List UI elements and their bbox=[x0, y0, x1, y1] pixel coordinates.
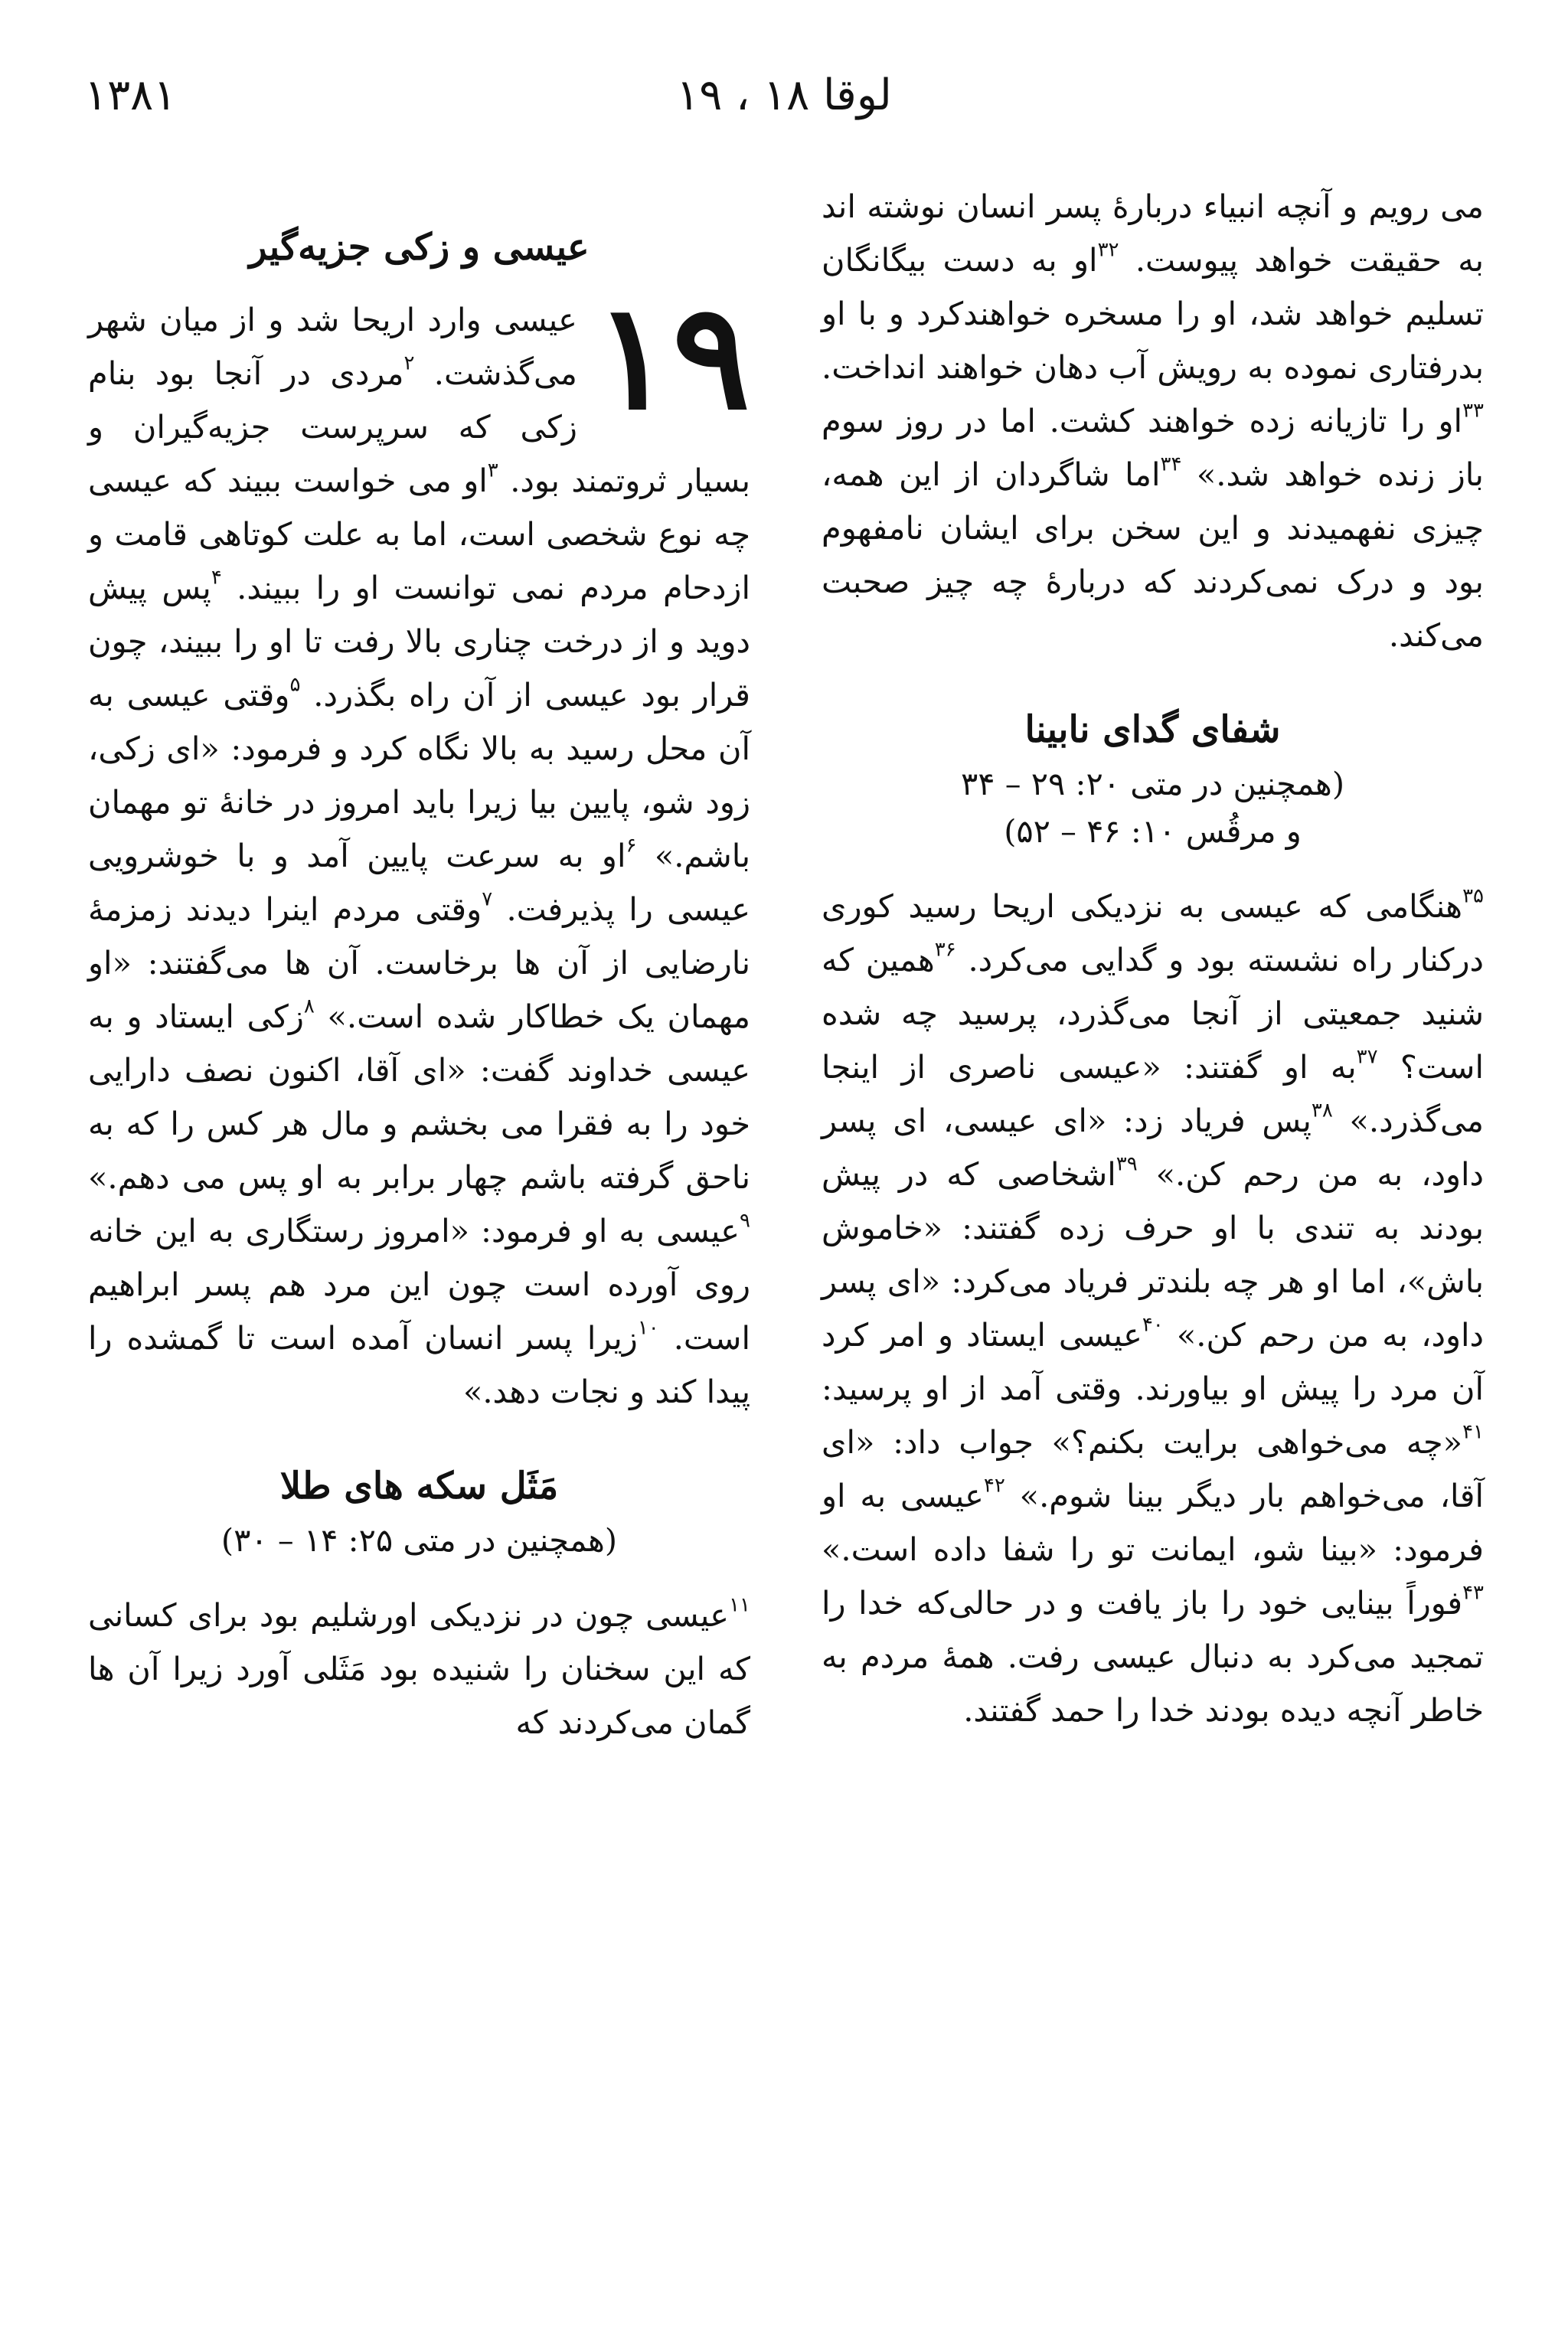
verse-number: ۴ bbox=[211, 566, 222, 590]
verse-text: اشخاصی که در پیش بودند به تندی با او حرف زده گفتند: «خاموش باش»، اما او هر چه بلندتر فریاد می‌کرد: «ای پسر داود، به من رحم کن.» bbox=[822, 1155, 1485, 1354]
paragraph bbox=[822, 180, 1484, 662]
verse-text: زکی ایستاد و به عیسی خداوند گفت: «ای آقا، اکنون نصف دارایی خود را به فقرا می بخشم و مال هر کس را که به ناحق گرفته باشم چهار برابر به او پس می دهم.» bbox=[88, 998, 750, 1196]
verse-number: ۷ bbox=[482, 887, 493, 911]
left-column bbox=[88, 180, 750, 1749]
verse-number: ۶ bbox=[626, 834, 637, 858]
verse-text: عیسی به او فرمود: «امروز رستگاری به این خانه روی آورده است چون این مرد هم پسر ابراهیم است. bbox=[88, 1212, 750, 1357]
running-header bbox=[84, 61, 1484, 130]
verse-number: ۵ bbox=[289, 673, 301, 697]
cross-reference: (همچنین در متی ۲۰: ۲۹ – ۳۴ bbox=[960, 765, 1345, 802]
verse-text: عیسی وارد اریحا شد و از میان شهر می‌گذشت. bbox=[88, 301, 577, 392]
verse-number: ۳۵ bbox=[1462, 884, 1484, 908]
verse-number: ۱۱ bbox=[729, 1593, 750, 1617]
chapter-number: ۱۹ bbox=[593, 271, 750, 442]
verse-number: ۳۸ bbox=[1311, 1099, 1333, 1122]
verse-text: پس فریاد زد: «ای عیسی، ای پسر داود، به من رحم کن.» bbox=[822, 1102, 1485, 1193]
verse-text: عیسی ایستاد و امر کرد آن مرد را پیش او بیاورند. وقتی آمد از او پرسید: bbox=[822, 1316, 1484, 1407]
verse-text: پس پیش دوید و از درخت چناری بالا رفت تا او را ببیند، چون قرار بود عیسی از آن راه بگذرد. bbox=[88, 569, 751, 714]
section-title: شفای گدای نابینا bbox=[1024, 708, 1281, 751]
verse-text: عیسی به او فرمود: «بینا شو، ایمانت تو را شفا داده است.» bbox=[822, 1477, 1484, 1568]
verse-number: ۳۴ bbox=[1160, 452, 1182, 476]
verse-number: ۳۲ bbox=[1097, 238, 1119, 262]
page-number: ۱۳۸۱ bbox=[84, 70, 177, 120]
verse-text: هنگامی که عیسی به نزدیکی اریحا رسید کوری درکنار راه نشسته بود و گدایی می‌کرد. bbox=[822, 887, 1484, 978]
verse-text: عیسی چون در نزدیکی اورشلیم بود برای کسانی که این سخنان را شنیده بود مَثَلی آورد زیرا آن ها گمان می‌کردند که bbox=[88, 1596, 750, 1741]
verse-number: ۸ bbox=[303, 995, 315, 1018]
cross-reference: (همچنین در متی ۲۵: ۱۴ – ۳۰) bbox=[220, 1521, 618, 1559]
verse-number: ۴۰ bbox=[1142, 1313, 1164, 1337]
verse-number: ۳۹ bbox=[1116, 1152, 1138, 1176]
verse-number: ۳۷ bbox=[1356, 1045, 1378, 1069]
verse-number: ۹ bbox=[740, 1209, 750, 1233]
chapter-heading: لوقا ۱۸ ، ۱۹ bbox=[676, 70, 892, 120]
paragraph bbox=[88, 271, 751, 1419]
verse-text: «چه می‌خواهی برایت بکنم؟» جواب داد: «ای آقا، می‌خواهم بار دیگر بینا شوم.» bbox=[822, 1423, 1484, 1514]
verse-text: می رویم و آنچه انبیاء دربارهٔ پسر انسان نوشته اند به حقیقت خواهد پیوست. bbox=[822, 188, 1484, 279]
cross-reference: و مرقُس ۱۰: ۴۶ – ۵۲) bbox=[1004, 812, 1302, 850]
verse-text: او به دست بیگانگان تسلیم خواهد شد، او را مسخره خواهندکرد و با او بدرفتاری نموده به رویش آب دهان خواهند انداخت. bbox=[822, 241, 1484, 386]
verse-text: مردی در آنجا بود بنام زکی که سرپرست جزیه‌گیران و بسیار ثروتمند بود. bbox=[88, 354, 750, 499]
verse-number: ۳۶ bbox=[934, 938, 956, 962]
verse-number: ۲ bbox=[403, 351, 415, 375]
verse-text: فوراً بینایی خود را باز یافت و در حالی‌که خدا را تمجید می‌کرد به دنبال عیسی رفت. همهٔ مردم به خاطر آنچه دیده بودند خدا را حمد گفتند. bbox=[822, 1584, 1484, 1729]
verse-number: ۴۱ bbox=[1462, 1420, 1484, 1444]
section-title: مَثَل سکه های طلا bbox=[279, 1465, 559, 1508]
verse-text: به او گفتند: «عیسی ناصری از اینجا می‌گذرد.» bbox=[822, 1048, 1484, 1139]
verse-text: او می خواست ببیند که عیسی چه نوع شخصی است، اما به علت کوتاهی قامت و ازدحام مردم نمی توانست او را ببیند. bbox=[88, 462, 750, 606]
verse-text: وقتی عیسی به آن محل رسید به بالا نگاه کرد و فرمود: «ای زکی، زود شو، پایین بیا زیرا باید امروز در خانهٔ تو مهمان باشم.» bbox=[88, 676, 750, 874]
paragraph bbox=[88, 1589, 750, 1749]
right-column bbox=[822, 180, 1484, 1737]
verse-text: وقتی مردم اینرا دیدند زمزمهٔ نارضایی از آن ها برخاست. آن ها می‌گفتند: «او مهمان یک خطاکار شده است.» bbox=[88, 890, 750, 1035]
verse-text: اما شاگردان از این همه، چیزی نفهمیدند و این سخن برای ایشان نامفهوم بود و درک نمی‌کردند که دربارهٔ چه چیز صحبت می‌کند. bbox=[822, 456, 1484, 654]
verse-number: ۳ bbox=[487, 459, 498, 482]
verse-text: همین که شنید جمعیتی از آنجا می‌گذرد، پرسید چه شده است؟ bbox=[822, 941, 1484, 1086]
section-title: عیسی و زکی جزیه‌گیر bbox=[249, 226, 590, 269]
verse-number: ۳۳ bbox=[1462, 399, 1484, 423]
verse-text: زیرا پسر انسان آمده است تا گمشده را پیدا کند و نجات دهد.» bbox=[88, 1319, 750, 1410]
verse-text: او را تازیانه زده خواهند کشت. اما در روز سوم باز زنده خواهد شد.» bbox=[822, 402, 1484, 493]
verse-text: او به سرعت پایین آمد و با خوشرویی عیسی را پذیرفت. bbox=[88, 837, 751, 928]
verse-number: ۱۰ bbox=[637, 1316, 659, 1340]
verse-number: ۴۳ bbox=[1462, 1581, 1484, 1605]
verse-number: ۴۲ bbox=[983, 1474, 1005, 1498]
paragraph bbox=[822, 880, 1484, 1737]
